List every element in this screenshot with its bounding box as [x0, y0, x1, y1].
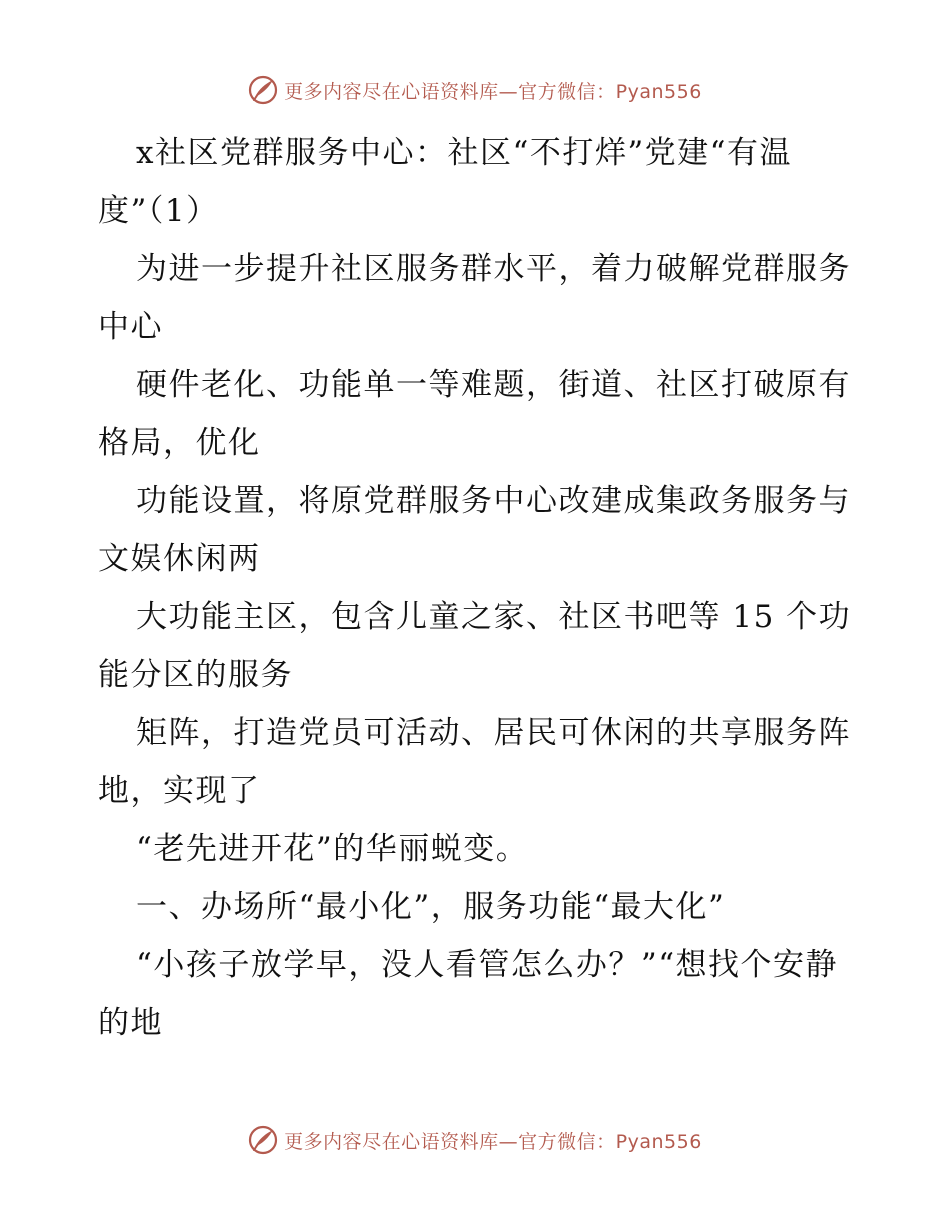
header-banner — [0, 70, 950, 110]
paragraph: 矩阵，打造党员可活动、居民可休闲的共享服务阵地，实现了 — [98, 715, 851, 809]
document-body — [98, 124, 854, 1052]
paragraph: “小孩子放学早，没人看管怎么办？”“想找个安静的地 — [98, 947, 839, 1041]
footer-banner — [0, 1120, 950, 1160]
paragraph: 功能设置，将原党群服务中心改建成集政务服务与文娱休闲两 — [98, 483, 851, 577]
paragraph: “老先进开花”的华丽蜕变。 — [136, 831, 529, 867]
paragraph: 硬件老化、功能单一等难题，街道、社区打破原有格局，优化 — [98, 367, 851, 461]
paragraph-title: x社区党群服务中心：社区“不打烊”党建“有温度”（1） — [98, 135, 793, 229]
quill-pen-circle-icon — [248, 75, 278, 105]
header-banner-text: 更多内容尽在心语资料库—官方微信：Pyan556 — [284, 80, 702, 103]
section-heading: 一、办场所“最小化”，服务功能“最大化” — [136, 889, 726, 925]
paragraph: 为进一步提升社区服务群水平，着力破解党群服务中心 — [98, 251, 851, 345]
footer-banner-text: 更多内容尽在心语资料库—官方微信：Pyan556 — [284, 1130, 702, 1153]
quill-pen-circle-icon — [248, 1125, 278, 1155]
paragraph: 大功能主区，包含儿童之家、社区书吧等 15 个功能分区的服务 — [98, 599, 852, 693]
